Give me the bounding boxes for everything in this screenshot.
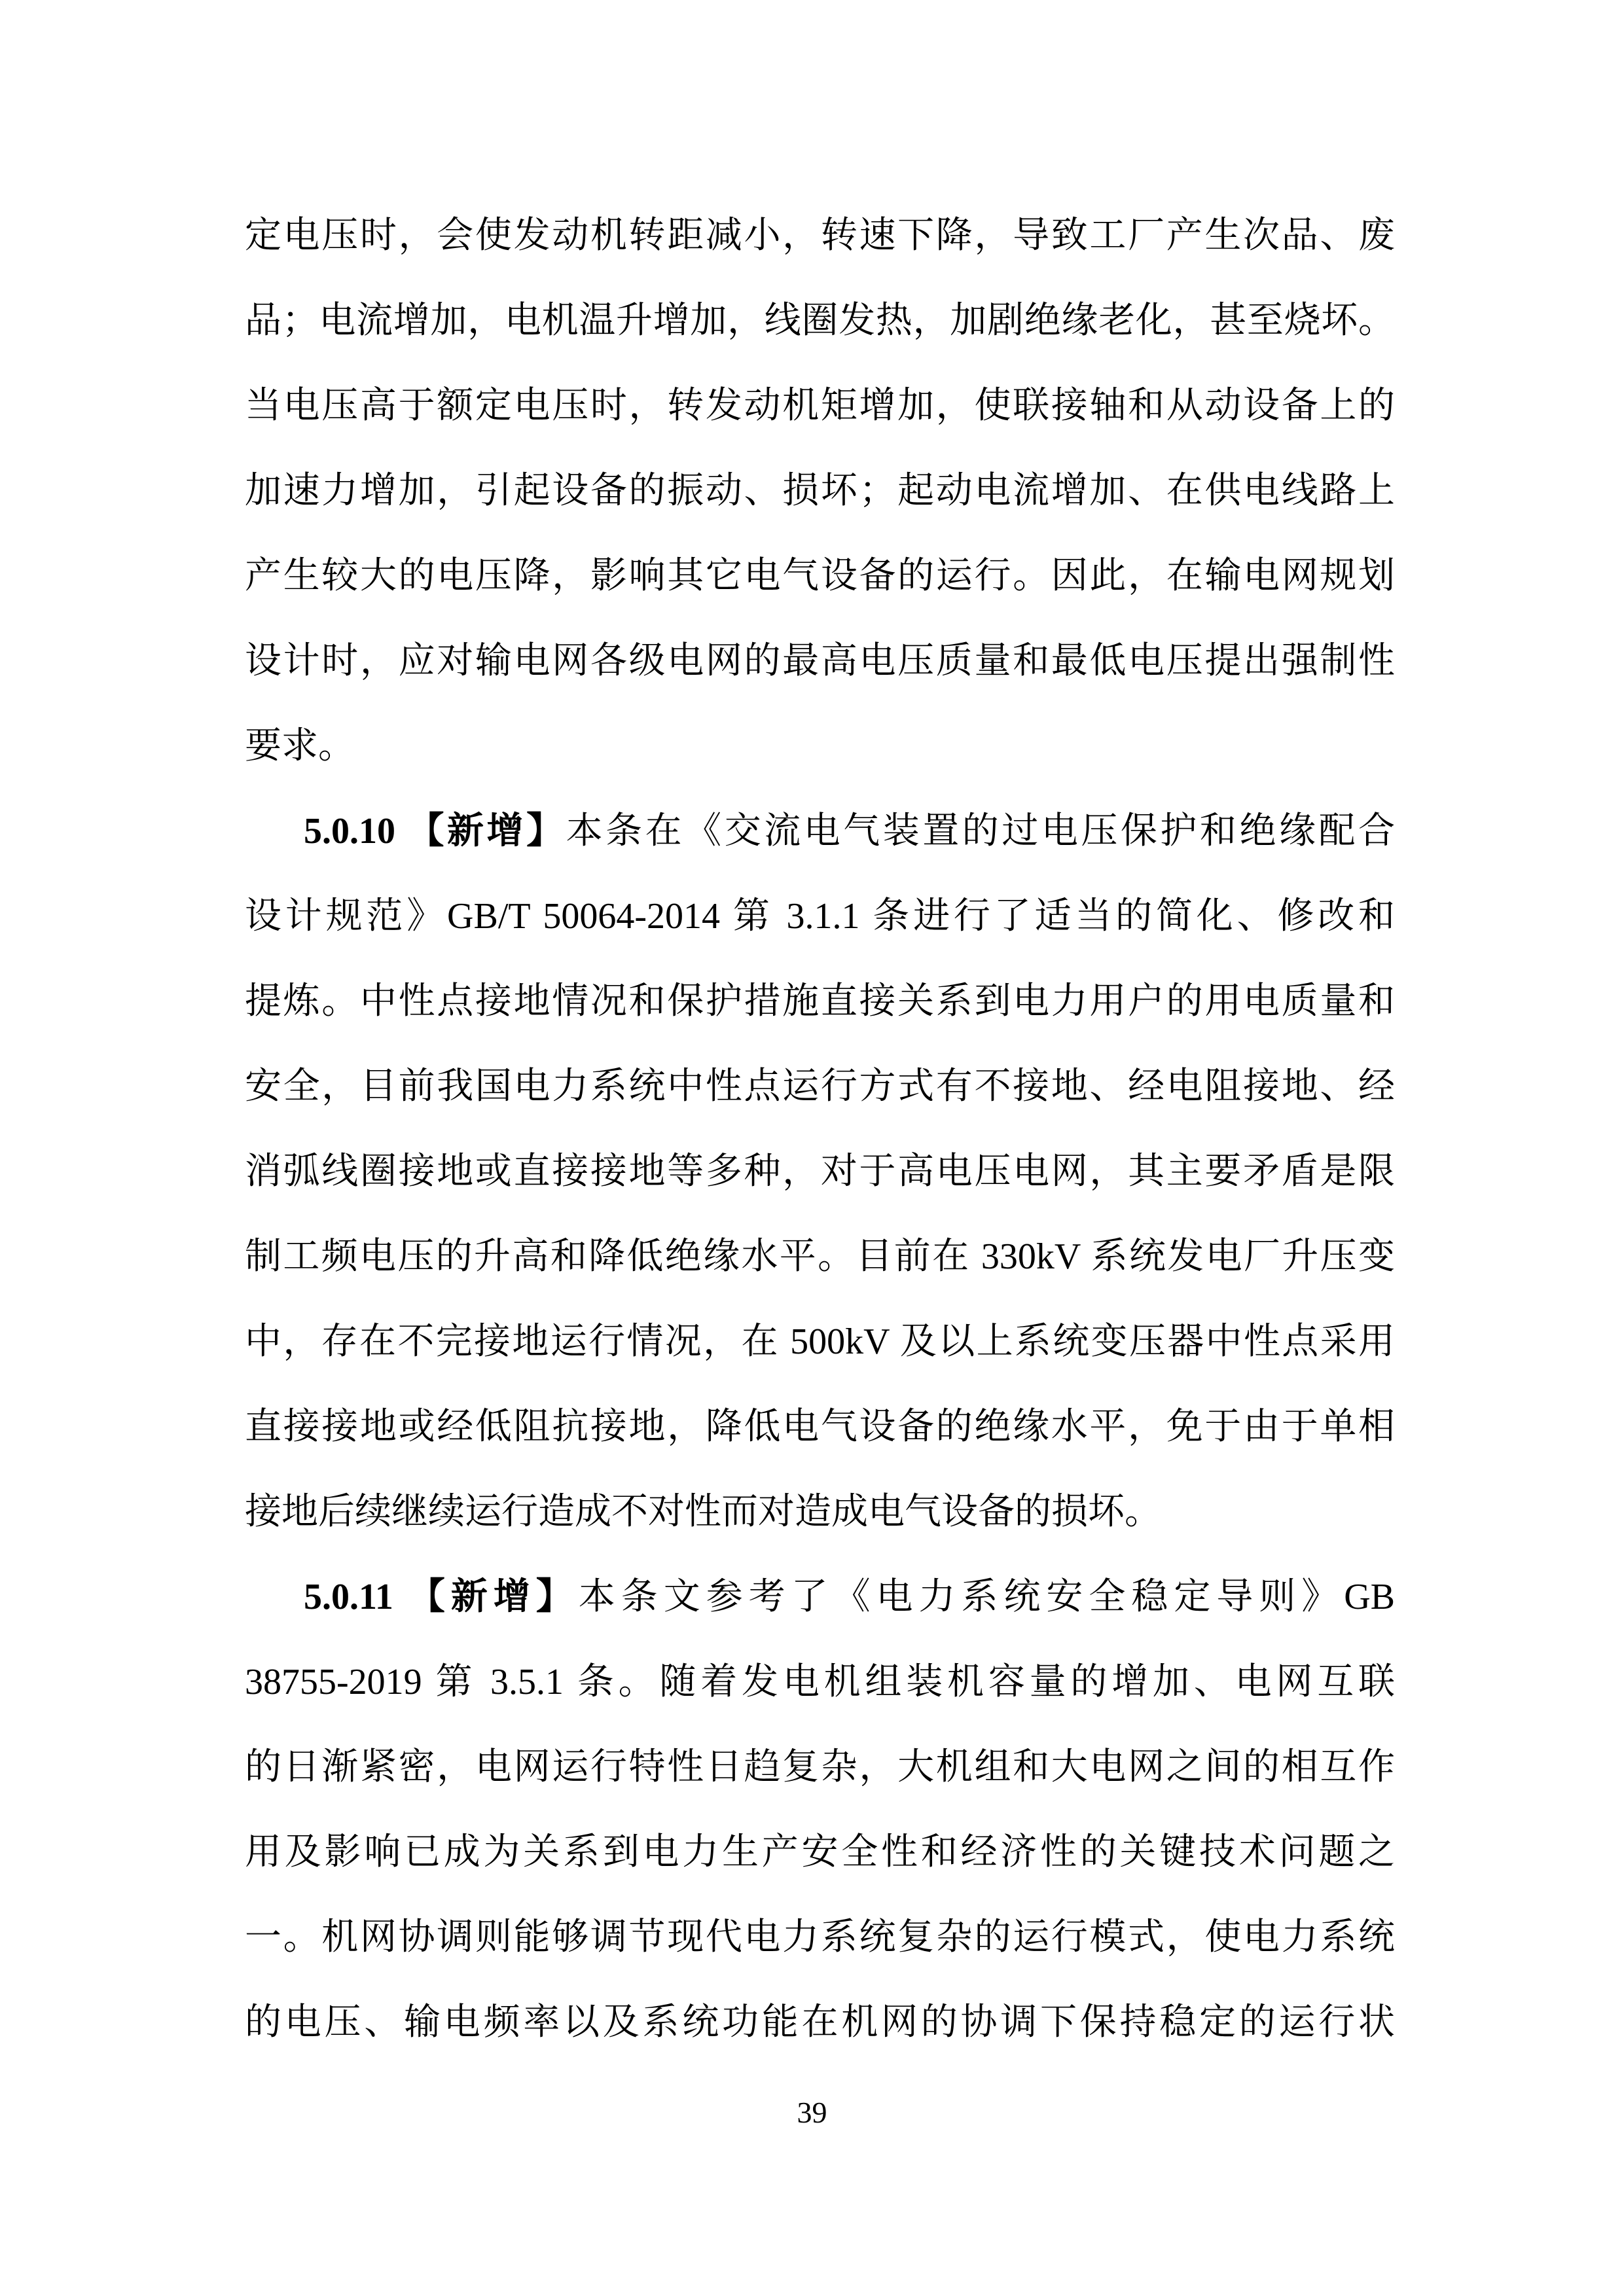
text-line bbox=[245, 1299, 1395, 1384]
text-line bbox=[245, 874, 1395, 959]
text-line bbox=[245, 1640, 1395, 1725]
line-text: 定电压时，会使发动机转距减小，转速下降，导致工厂产生次品、废 bbox=[245, 215, 1395, 256]
clause-number-label: 5.0.10 【新增】 bbox=[304, 811, 566, 852]
text-line bbox=[245, 363, 1395, 448]
line-text: 本条在《交流电气装置的过电压保护和绝缘配合 bbox=[566, 811, 1395, 852]
text-line bbox=[245, 193, 1395, 278]
text-line bbox=[245, 533, 1395, 619]
line-text: 消弧线圈接地或直接接地等多种，对于高电压电网，其主要矛盾是限 bbox=[245, 1151, 1395, 1192]
line-text: 设计规范》GB/T 50064-2014 第 3.1.1 条进行了适当的简化、修改和 bbox=[245, 896, 1395, 937]
line-text: 制工频电压的升高和降低绝缘水平。目前在 330kV 系统发电厂升压变 bbox=[245, 1236, 1395, 1277]
text-line bbox=[245, 1554, 1395, 1640]
text-line bbox=[245, 959, 1395, 1044]
line-text: 安全，目前我国电力系统中性点运行方式有不接地、经电阻接地、经 bbox=[245, 1066, 1395, 1107]
text-line bbox=[245, 789, 1395, 874]
text-line bbox=[245, 1469, 1395, 1554]
clause-number-label: 5.0.11 【新增】 bbox=[304, 1577, 579, 1617]
line-text: 要求。 bbox=[245, 726, 355, 766]
line-text: 品；电流增加，电机温升增加，线圈发热，加剧绝缘老化，甚至烧坏。 bbox=[245, 300, 1395, 341]
line-text: 接地后续继续运行造成不对性而对造成电气设备的损坏。 bbox=[245, 1492, 1161, 1532]
text-line bbox=[245, 1895, 1395, 1980]
line-text: 设计时，应对输电网各级电网的最高电压质量和最低电压提出强制性 bbox=[245, 641, 1395, 681]
text-line bbox=[245, 1044, 1395, 1129]
line-text: 一。机网协调则能够调节现代电力系统复杂的运行模式，使电力系统 bbox=[245, 1917, 1395, 1958]
line-text: 加速力增加，引起设备的振动、损坏；起动电流增加、在供电线路上 bbox=[245, 471, 1395, 511]
text-line bbox=[245, 1810, 1395, 1895]
line-text: 本条文参考了《电力系统安全稳定导则》GB bbox=[578, 1577, 1395, 1617]
line-text: 中，存在不完接地运行情况，在 500kV 及以上系统变压器中性点采用 bbox=[245, 1321, 1395, 1362]
line-text: 直接接地或经低阻抗接地，降低电气设备的绝缘水平，免于由于单相 bbox=[245, 1407, 1395, 1447]
text-line bbox=[245, 278, 1395, 363]
text-line bbox=[245, 1129, 1395, 1214]
line-text: 用及影响已成为关系到电力生产安全性和经济性的关键技术问题之 bbox=[245, 1832, 1395, 1873]
line-text: 38755-2019 第 3.5.1 条。随着发电机组装机容量的增加、电网互联 bbox=[245, 1662, 1395, 1702]
text-line bbox=[245, 1384, 1395, 1469]
line-text: 的日渐紧密，电网运行特性日趋复杂，大机组和大电网之间的相互作 bbox=[245, 1747, 1395, 1787]
page-number: 39 bbox=[797, 2096, 827, 2129]
line-text: 的电压、输电频率以及系统功能在机网的协调下保持稳定的运行状 bbox=[245, 2002, 1395, 2043]
text-line bbox=[245, 1214, 1395, 1299]
text-line bbox=[245, 1725, 1395, 1810]
text-line bbox=[245, 619, 1395, 704]
line-text: 当电压高于额定电压时，转发动机矩增加，使联接轴和从动设备上的 bbox=[245, 386, 1395, 426]
document-body bbox=[245, 193, 1395, 2065]
text-line bbox=[245, 1980, 1395, 2065]
line-text: 提炼。中性点接地情况和保护措施直接关系到电力用户的用电质量和 bbox=[245, 981, 1395, 1022]
text-line bbox=[245, 448, 1395, 533]
text-line bbox=[245, 704, 1395, 789]
line-text: 产生较大的电压降，影响其它电气设备的运行。因此，在输电网规划 bbox=[245, 556, 1395, 596]
